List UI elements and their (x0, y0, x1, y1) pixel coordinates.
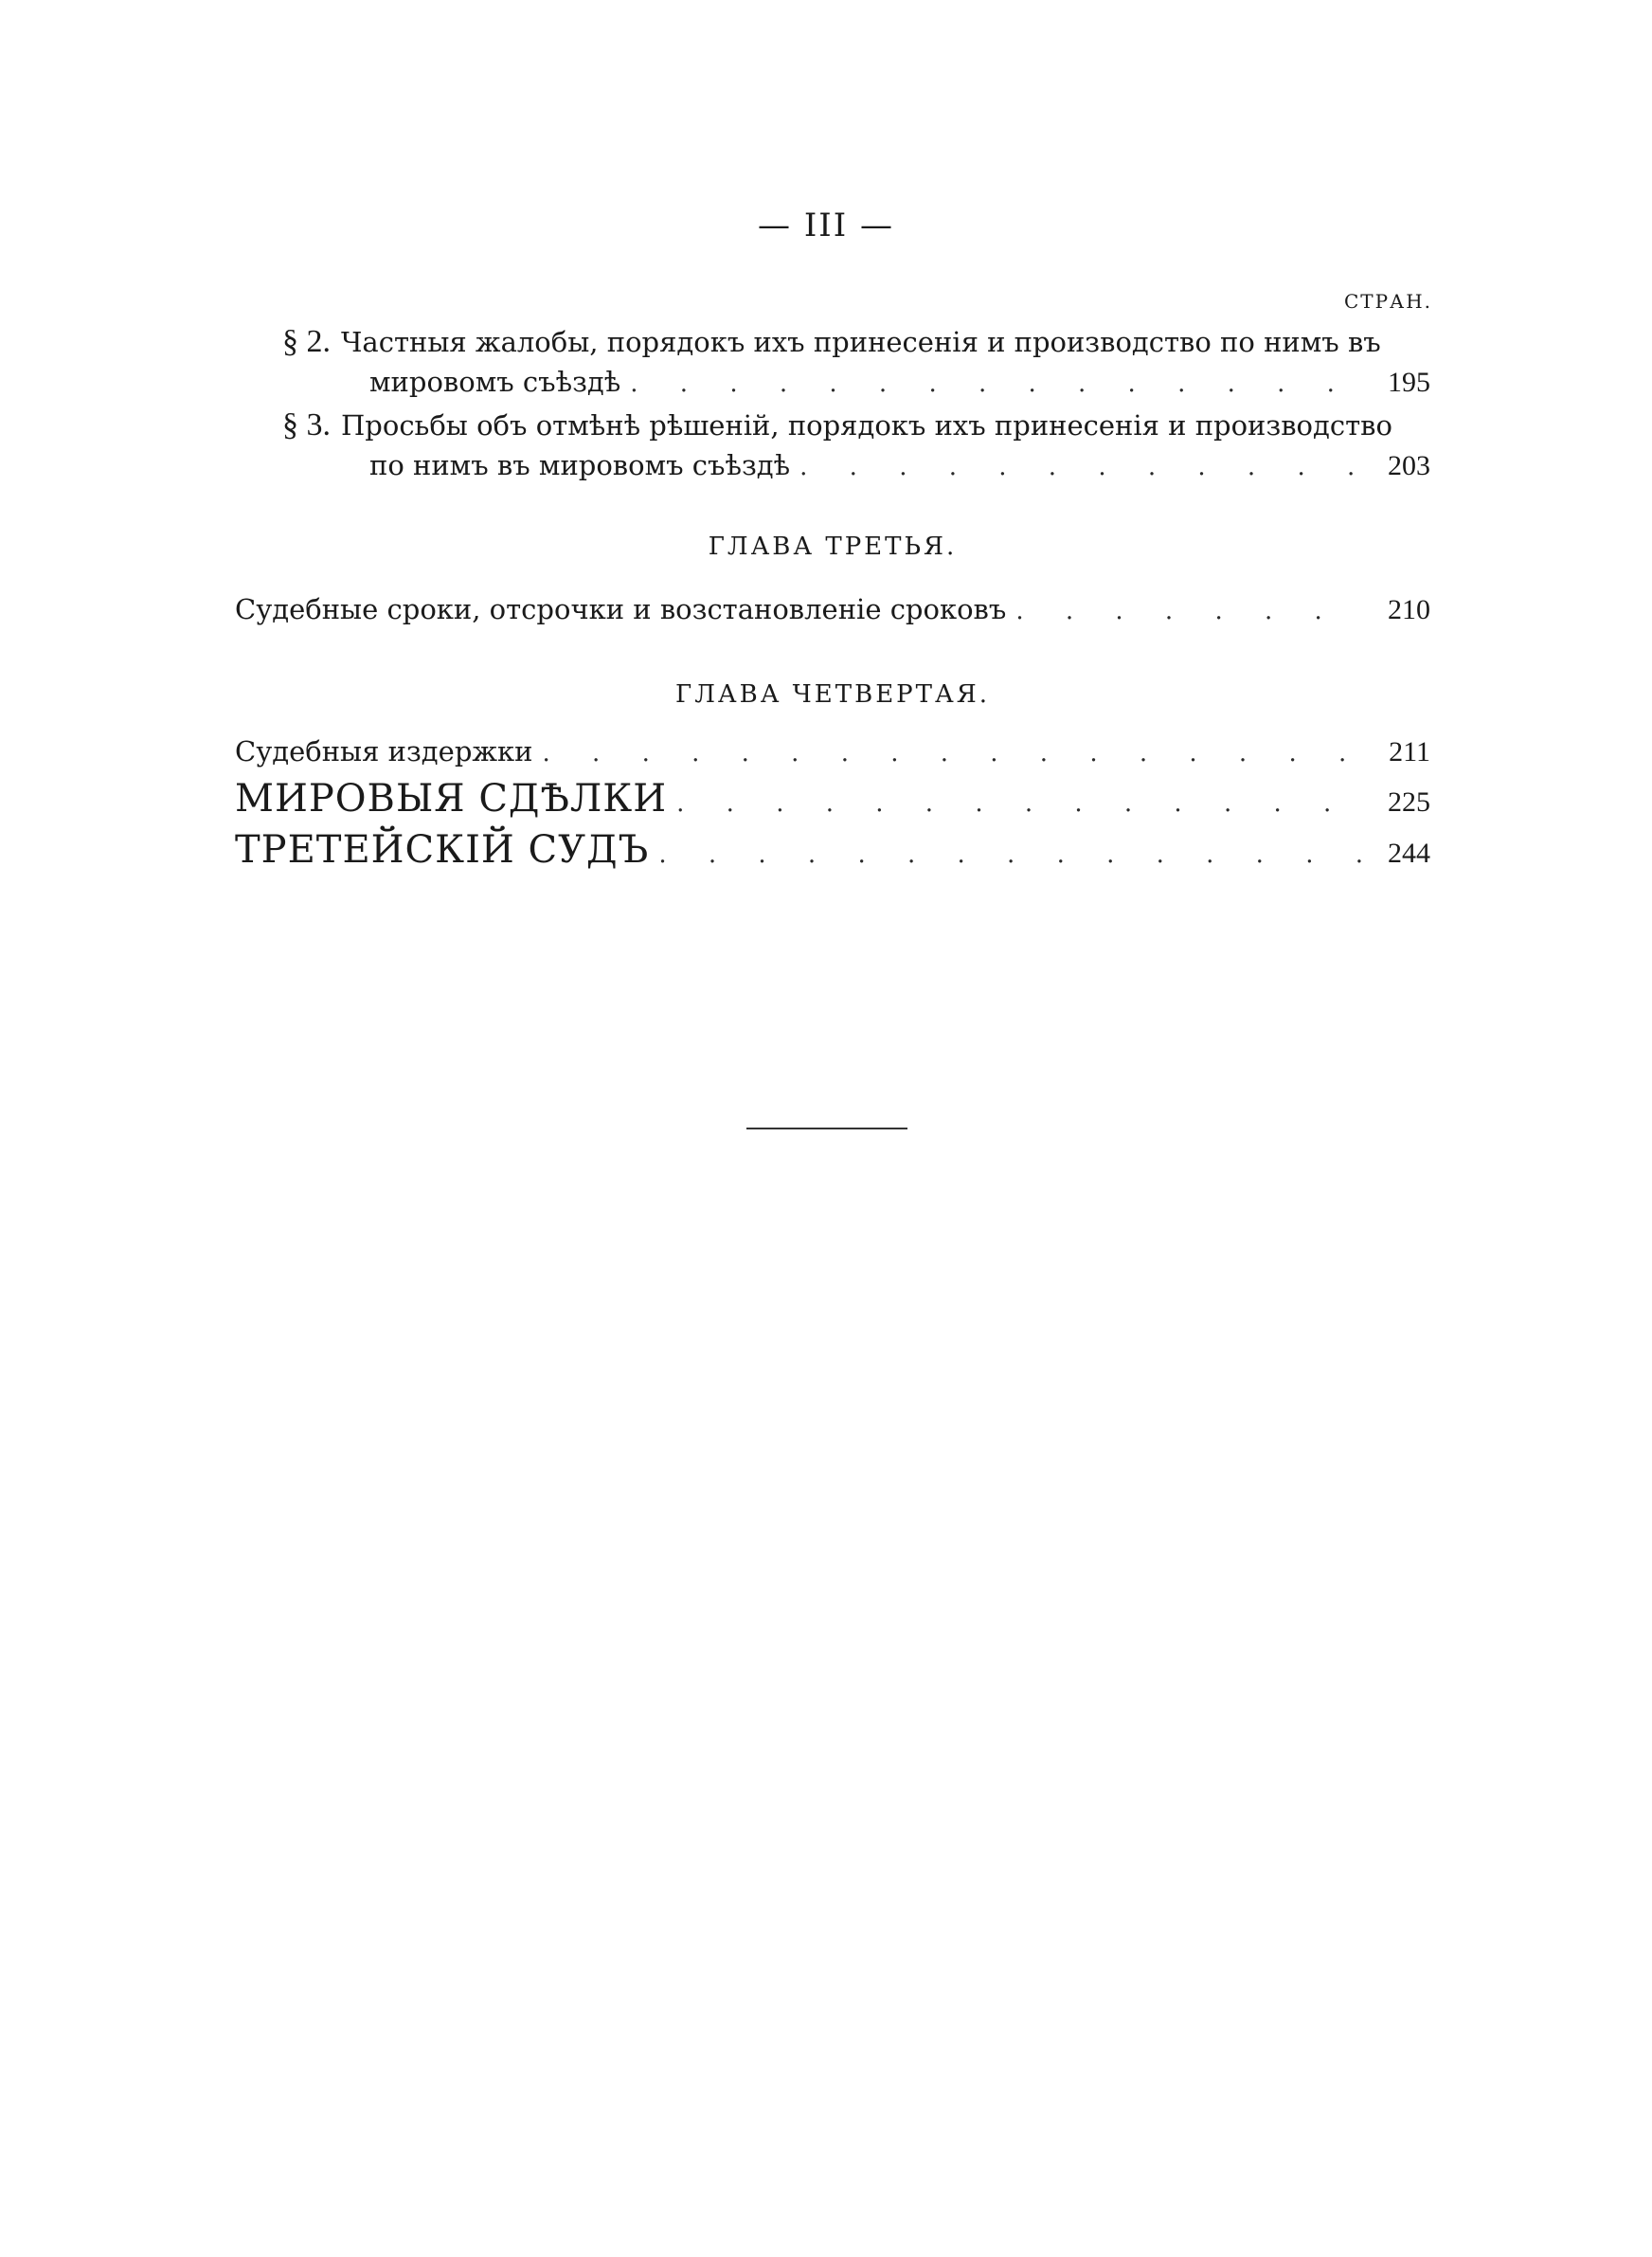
page-ref: 210 (1388, 594, 1430, 625)
toc-entry-settlements (235, 777, 1430, 821)
section-title-line1: Частныя жалобы, порядокъ ихъ принесенія и производство по нимъ въ (341, 326, 1381, 358)
section-title-line2: мировомъ съѣздѣ (369, 366, 621, 398)
entry-title: МИРОВЫЯ СДѢЛКИ (235, 777, 668, 821)
entry-title: ТРЕТЕЙСКІЙ СУДЪ (235, 828, 650, 872)
entry-title: Судебные сроки, отсрочки и возстановленіе сроковъ (235, 593, 1007, 625)
toc-entry-arbitration (235, 828, 1430, 872)
page-ref: 244 (1388, 838, 1430, 869)
section-title-line2: по нимъ въ мировомъ съѣздѣ (369, 449, 791, 481)
section-number: § 2. (282, 324, 331, 359)
page-number: — III — (758, 207, 894, 244)
dot-leader (676, 789, 1364, 818)
toc-entry-chapter-3 (235, 593, 1430, 626)
end-rule (746, 1128, 907, 1129)
toc-entry-section-2 (282, 324, 1430, 399)
toc-entry-section-3 (282, 407, 1430, 482)
dot-leader (630, 370, 1364, 398)
dot-leader (658, 840, 1364, 869)
chapter-heading-3: ГЛАВА ТРЕТЬЯ. (708, 533, 958, 561)
page-ref: 203 (1388, 450, 1430, 481)
page-ref: 195 (1388, 367, 1430, 398)
chapter-heading-4: ГЛАВА ЧЕТВЕРТАЯ. (675, 680, 990, 709)
dot-leader (543, 739, 1364, 767)
section-title-line1: Просьбы объ отмѣнѣ рѣшеній, порядокъ ихъ принесенія и производство (341, 409, 1392, 442)
page-ref: 225 (1388, 786, 1430, 818)
toc-entry-court-costs (235, 735, 1430, 768)
dot-leader (799, 453, 1364, 481)
dot-leader (1015, 597, 1364, 625)
page-ref: 211 (1389, 736, 1430, 767)
section-number: § 3. (282, 407, 331, 442)
entry-title: Судебныя издержки (235, 735, 533, 767)
column-header: СТРАН. (1343, 290, 1432, 313)
